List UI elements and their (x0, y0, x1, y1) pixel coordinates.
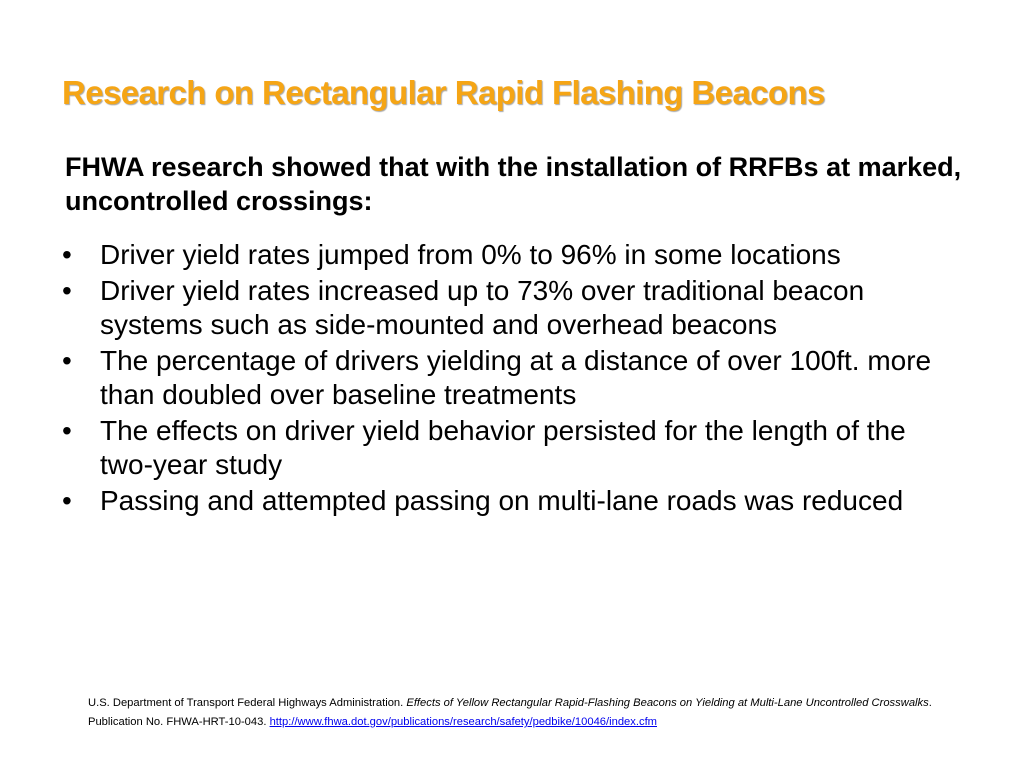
bullet-icon: • (62, 345, 72, 376)
intro-text: FHWA research showed that with the installation of RRFBs at marked, uncontrolled crossings: (65, 152, 962, 216)
list-item (62, 238, 962, 272)
bullet-icon: • (62, 275, 72, 306)
list-item (62, 344, 962, 412)
bullet-text: Driver yield rates increased up to 73% over traditional beacon systems such as side-mounted and overhead beacons (100, 275, 865, 340)
bullet-text: The effects on driver yield behavior persisted for the length of the two-year study (100, 415, 906, 480)
citation-work-title: Effects of Yellow Rectangular Rapid-Flashing Beacons on Yielding at Multi-Lane Uncontrolled Crosswalks (406, 697, 929, 709)
citation-prefix: U.S. Department of Transport Federal Highways Administration. (88, 697, 407, 709)
list-item (62, 484, 962, 518)
bullet-text: Driver yield rates jumped from 0% to 96% in some locations (100, 239, 841, 270)
bullet-text: Passing and attempted passing on multi-lane roads was reduced (100, 485, 904, 516)
bullet-text: The percentage of drivers yielding at a distance of over 100ft. more than doubled over baseline treatments (100, 345, 932, 410)
list-item (62, 274, 962, 342)
list-item (62, 414, 962, 482)
citation-publication: . Publication No. FHWA-HRT-10-043. (88, 697, 932, 728)
bullet-icon: • (62, 485, 72, 516)
citation (88, 694, 948, 732)
slide-title: Research on Rectangular Rapid Flashing Beacons (62, 74, 825, 111)
bullet-icon: • (62, 239, 72, 270)
bullet-icon: • (62, 415, 72, 446)
bullet-list (62, 238, 962, 520)
citation-link[interactable]: http://www.fhwa.dot.gov/publications/research/safety/pedbike/10046/index.cfm (269, 716, 657, 728)
